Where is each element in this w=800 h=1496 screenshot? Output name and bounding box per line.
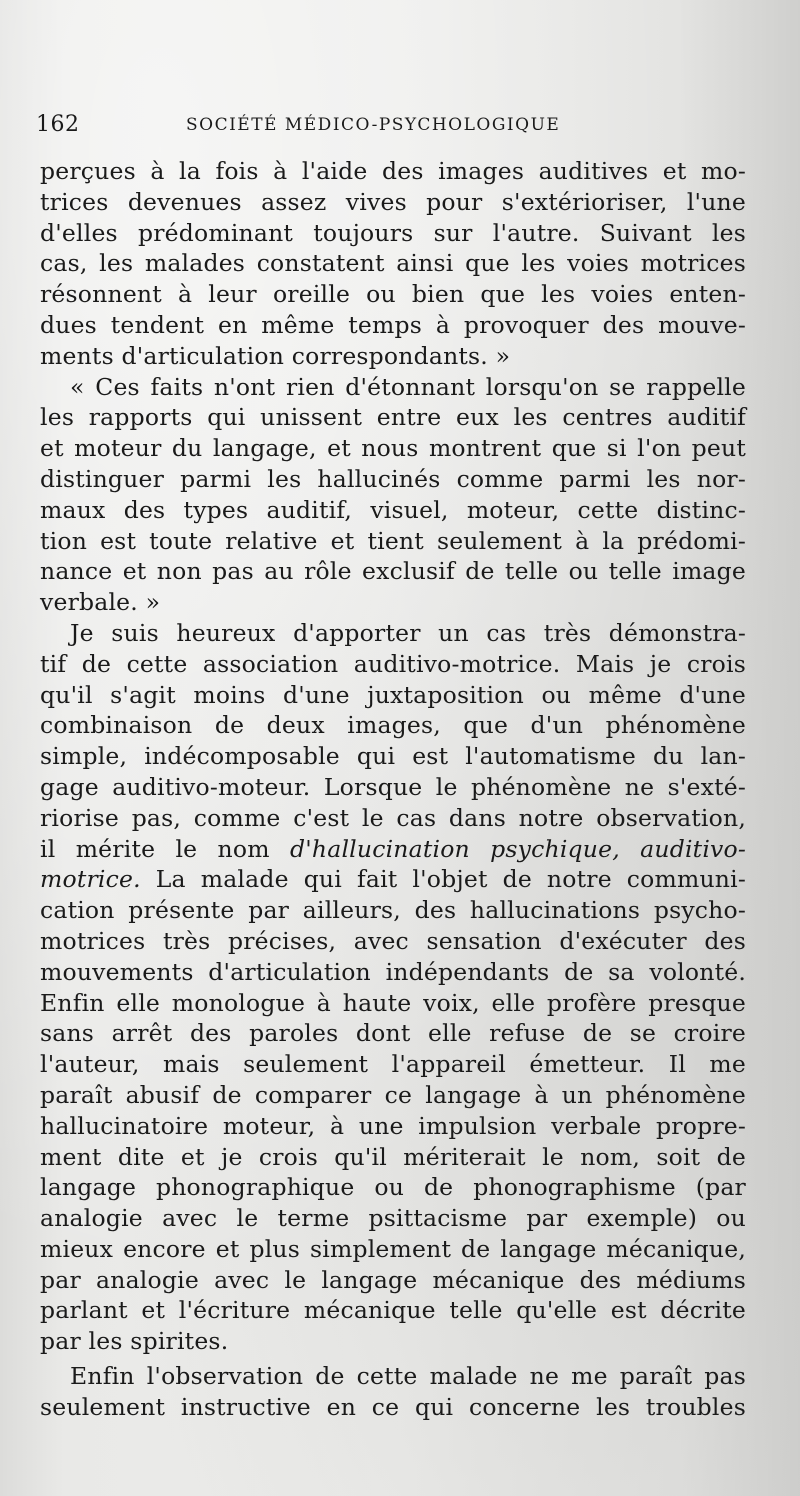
text-line: l'auteur, mais seulement l'appareil émetteur. Il me	[40, 1050, 746, 1079]
text-line: distinguer parmi les hallucinés comme parmi les nor-	[40, 464, 746, 493]
paragraph	[40, 1361, 746, 1423]
text-line: nance et non pas au rôle exclusif de telle ou telle image	[40, 557, 746, 586]
text-line: trices devenues assez vives pour s'extérioriser, l'une	[40, 187, 746, 216]
text-line: mieux encore et plus simplement de langage mécanique,	[40, 1234, 746, 1263]
text-line: gage auditivo-moteur. Lorsque le phénomène ne s'exté-	[40, 772, 746, 801]
text-line: ments d'articulation correspondants. »	[40, 341, 511, 370]
italic-phrase: d'hallucination psychique, auditivo-	[290, 834, 746, 863]
text-line: motrices très précises, avec sensation d'exécuter des	[40, 926, 746, 955]
italic-phrase: motrice.	[40, 865, 141, 894]
text-line: combinaison de deux images, que d'un phénomène	[40, 711, 746, 740]
body-text	[40, 156, 746, 1423]
text-line: cas, les malades constatent ainsi que les voies motrices	[40, 249, 746, 278]
text-run: La malade qui fait l'objet de notre communi-	[140, 865, 746, 894]
text-line: tif de cette association auditivo-motrice. Mais je crois	[40, 649, 746, 678]
text-line: analogie avec le terme psittacisme par exemple) ou	[40, 1204, 746, 1233]
text-line: et moteur du langage, et nous montrent que si l'on peut	[40, 434, 746, 463]
text-run: il mérite le nom	[40, 834, 290, 863]
text-line: tion est toute relative et tient seulement à la prédomi-	[40, 526, 746, 555]
text-line: mouvements d'articulation indépendants de sa volonté.	[40, 957, 746, 986]
text-line-mixed	[40, 864, 746, 895]
text-line: Enfin elle monologue à haute voix, elle profère presque	[40, 988, 746, 1017]
running-head: SOCIÉTÉ MÉDICO-PSYCHOLOGIQUE	[186, 115, 561, 135]
text-line: langage phonographique ou de phonographisme (par	[40, 1173, 746, 1202]
text-line-mixed	[40, 834, 746, 865]
text-line: maux des types auditif, visuel, moteur, cette distinc-	[40, 495, 746, 524]
text-line: seulement instructive en ce qui concerne les troubles	[40, 1392, 746, 1421]
paragraph	[40, 156, 746, 372]
text-line: parlant et l'écriture mécanique telle qu'elle est décrite	[40, 1296, 746, 1325]
text-line: « Ces faits n'ont rien d'étonnant lorsqu'on se rappelle	[70, 372, 746, 401]
text-line: Je suis heureux d'apporter un cas très démonstra-	[70, 618, 746, 647]
text-line: riorise pas, comme c'est le cas dans notre observation,	[40, 803, 746, 832]
paragraph	[40, 372, 746, 618]
text-line: Enfin l'observation de cette malade ne me paraît pas	[70, 1362, 746, 1391]
text-line: hallucinatoire moteur, à une impulsion verbale propre-	[40, 1111, 746, 1140]
text-line: par analogie avec le langage mécanique des médiums	[40, 1265, 746, 1294]
text-line: par les spirites.	[40, 1327, 229, 1356]
text-line: simple, indécomposable qui est l'automatisme du lan-	[40, 742, 746, 771]
text-line: les rapports qui unissent entre eux les centres auditif	[40, 403, 746, 432]
text-line: sans arrêt des paroles dont elle refuse de se croire	[40, 1019, 746, 1048]
text-line: dues tendent en même temps à provoquer des mouve-	[40, 310, 746, 339]
text-line: ment dite et je crois qu'il mériterait le nom, soit de	[40, 1142, 746, 1171]
text-line: cation présente par ailleurs, des hallucinations psycho-	[40, 896, 746, 925]
text-line: qu'il s'agit moins d'une juxtaposition ou même d'une	[40, 680, 746, 709]
page-number: 162	[36, 112, 80, 137]
text-line: verbale. »	[40, 588, 161, 617]
text-line: d'elles prédominant toujours sur l'autre. Suivant les	[40, 218, 746, 247]
text-line: perçues à la fois à l'aide des images auditives et mo-	[40, 157, 746, 185]
paragraph	[40, 618, 746, 1357]
text-line: résonnent à leur oreille ou bien que les voies enten-	[40, 280, 746, 309]
page-header	[36, 112, 596, 146]
text-line: paraît abusif de comparer ce langage à un phénomène	[40, 1080, 746, 1109]
